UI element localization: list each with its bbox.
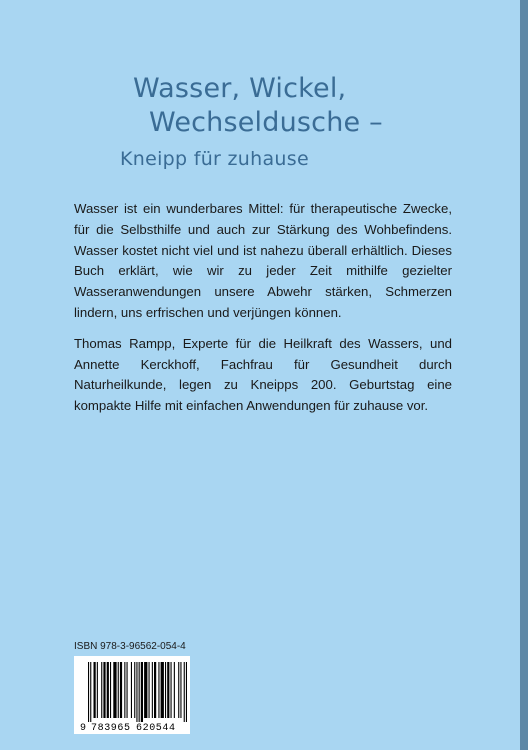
book-subtitle: Kneipp für zuhause [120,148,309,170]
barcode-bar [113,662,116,718]
barcode-bar [184,662,185,722]
barcode-bar [120,662,122,718]
barcode-group-1: 783965 [91,723,131,734]
barcode-bar [186,662,187,722]
barcode-bar [180,662,181,718]
barcode-bar [107,662,109,718]
blurb-paragraph-2: Thomas Rampp, Experte für die Heilkraft des Wassers, und Annette Kerckhoff, Fachfrau für Gesundheit durch Naturheilkunde, legen zu Kneipps 200. Geburtstag eine kompakte Hilfe mit einfachen Anwendungen für zuhause vor. [74,335,452,414]
barcode-bar [167,662,169,718]
barcode-bar [178,662,179,718]
barcode-group-2: 620544 [136,723,176,734]
isbn-label: ISBN 978-3-96562-054-4 [74,641,186,652]
barcode-bar [97,662,98,718]
barcode-bar [127,662,128,718]
barcode-bar [136,662,137,722]
barcode-bar [171,662,172,718]
barcode-graphic [74,656,190,734]
blurb [74,199,452,427]
blurb-paragraph-1: Wasser ist ein wunderbares Mittel: für therapeutische Zwecke, für die Selbsthilfe und auch zur Stärkung des Wohbefindens. Wasser kostet nicht viel und ist nahezu überall erhältlich. Dieses Buch erklärt, wie wir zu jeder Zeit mithilfe gezielter Wasseranwendungen unsere Abwehr stärken, Schmerzen lindern, uns erfrischen und verjüngen können. [74,201,452,320]
barcode-bar [165,662,166,718]
barcode-bar [110,662,111,718]
barcode-bar [144,662,147,718]
barcode [74,656,190,734]
barcode-bar [158,662,159,718]
book-title [133,72,383,140]
spine-edge [520,0,528,750]
barcode-bar [154,662,156,718]
barcode-bar [118,662,119,718]
barcode-bar [90,662,91,722]
barcode-bar [152,662,153,718]
barcode-bar [134,662,135,718]
barcode-bar [141,662,143,722]
barcode-lead-digit: 9 [80,723,87,734]
barcode-bar [103,662,105,718]
title-line-2: Wechseldusche – [149,107,383,138]
barcode-bar [88,662,89,722]
barcode-bar [149,662,150,718]
title-line-1: Wasser, Wickel, [133,73,347,104]
barcode-bar [131,662,132,718]
barcode-bar [94,662,96,718]
barcode-bar [161,662,164,718]
barcode-bar [101,662,102,718]
barcode-bar [124,662,125,718]
barcode-bar [139,662,140,722]
barcode-bar [174,662,175,718]
